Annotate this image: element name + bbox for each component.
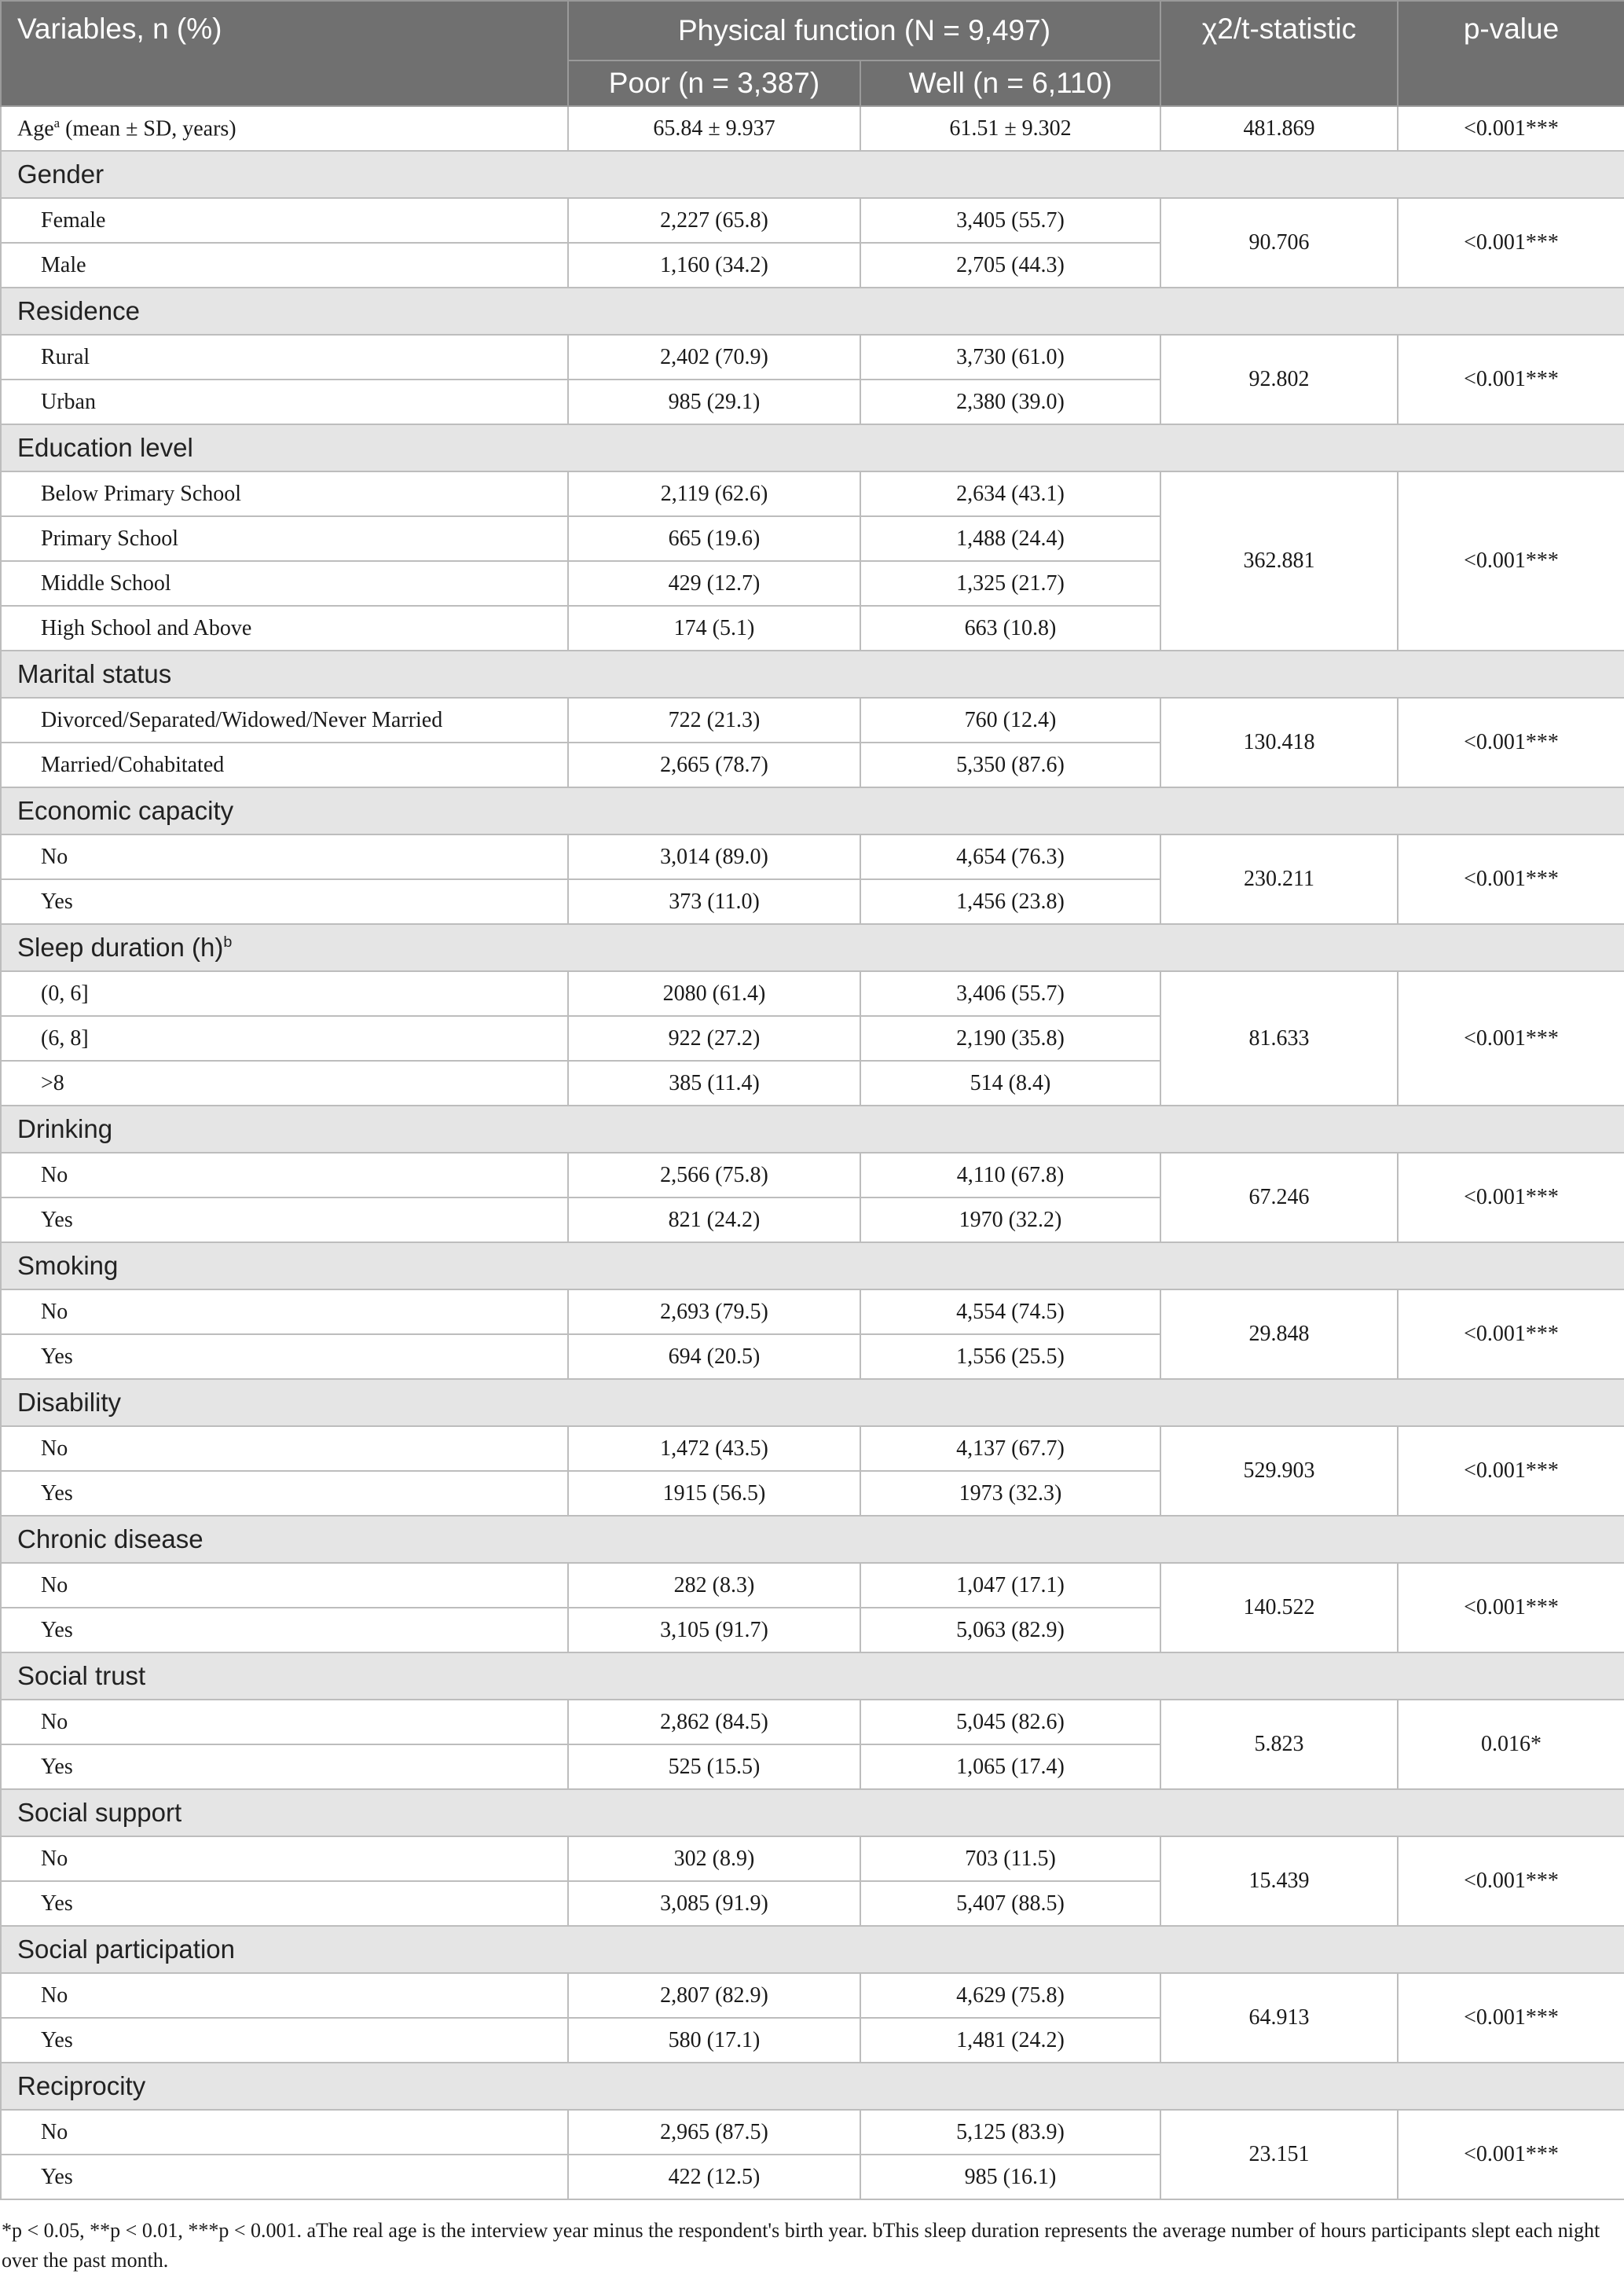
cell-p: <0.001*** xyxy=(1398,971,1624,1106)
cell-poor: 821 (24.2) xyxy=(568,1198,860,1242)
cell-well: 4,554 (74.5) xyxy=(860,1289,1160,1334)
cell-well: 2,380 (39.0) xyxy=(860,380,1160,424)
cell-label: Middle School xyxy=(1,561,568,606)
cell-poor: 2,119 (62.6) xyxy=(568,471,860,516)
cell-label: Yes xyxy=(1,1608,568,1652)
cell-well: 2,705 (44.3) xyxy=(860,243,1160,288)
cell-well: 703 (11.5) xyxy=(860,1836,1160,1881)
cell-p: <0.001*** xyxy=(1398,1563,1624,1652)
cell-label: Yes xyxy=(1,1198,568,1242)
cell-stat: 5.823 xyxy=(1160,1700,1398,1789)
cell-label: Urban xyxy=(1,380,568,424)
section-title: Chronic disease xyxy=(1,1516,1624,1563)
cell-label: Female xyxy=(1,198,568,243)
cell-well: 760 (12.4) xyxy=(860,698,1160,743)
cell-stat: 90.706 xyxy=(1160,198,1398,288)
cell-p: <0.001*** xyxy=(1398,834,1624,924)
cell-well: 1,556 (25.5) xyxy=(860,1334,1160,1379)
header-poor: Poor (n = 3,387) xyxy=(568,61,860,106)
cell-p: <0.001*** xyxy=(1398,1973,1624,2063)
cell-poor: 2,566 (75.8) xyxy=(568,1153,860,1198)
cell-well: 1,488 (24.4) xyxy=(860,516,1160,561)
header-statistic: χ2/t-statistic xyxy=(1160,1,1398,106)
cell-p: <0.001*** xyxy=(1398,471,1624,651)
cell-label: Below Primary School xyxy=(1,471,568,516)
table-row xyxy=(1,198,1624,243)
cell-poor: 429 (12.7) xyxy=(568,561,860,606)
cell-poor: 2,665 (78.7) xyxy=(568,743,860,787)
cell-label: Yes xyxy=(1,1744,568,1789)
section-header xyxy=(1,424,1624,471)
cell-poor: 302 (8.9) xyxy=(568,1836,860,1881)
cell-poor: 2080 (61.4) xyxy=(568,971,860,1016)
section-header xyxy=(1,1789,1624,1836)
section-title: Sleep duration $(h)^b$ xyxy=(1,924,1624,971)
section-title: Gender xyxy=(1,151,1624,198)
section-header xyxy=(1,1652,1624,1700)
cell-well: 5,125 (83.9) xyxy=(860,2110,1160,2155)
cell-well: 1,481 (24.2) xyxy=(860,2018,1160,2063)
section-title: Social support xyxy=(1,1789,1624,1836)
table-row xyxy=(1,834,1624,879)
cell-p: <0.001*** xyxy=(1398,335,1624,424)
cell-poor: 580 (17.1) xyxy=(568,2018,860,2063)
section-title: Disability xyxy=(1,1379,1624,1426)
cell-stat: 230.211 xyxy=(1160,834,1398,924)
cell-poor: 282 (8.3) xyxy=(568,1563,860,1608)
cell-label: No xyxy=(1,1289,568,1334)
cell-well: 5,407 (88.5) xyxy=(860,1881,1160,1926)
cell-poor: 2,402 (70.9) xyxy=(568,335,860,380)
cell-label: (6, 8] xyxy=(1,1016,568,1061)
cell-stat: 29.848 xyxy=(1160,1289,1398,1379)
cell-p: <0.001*** xyxy=(1398,1153,1624,1242)
cell-label: Yes xyxy=(1,2018,568,2063)
cell-stat: 15.439 xyxy=(1160,1836,1398,1926)
cell-well: 985 (16.1) xyxy=(860,2155,1160,2199)
header-variables: Variables, n (%) xyxy=(1,1,568,106)
cell-well: 663 (10.8) xyxy=(860,606,1160,651)
table-row xyxy=(1,1973,1624,2018)
cell-poor: 3,014 (89.0) xyxy=(568,834,860,879)
cell-label: Male xyxy=(1,243,568,288)
cell-poor: 174 (5.1) xyxy=(568,606,860,651)
section-header xyxy=(1,288,1624,335)
age-poor: 65.84 ± 9.937 xyxy=(568,106,860,151)
table-row xyxy=(1,971,1624,1016)
cell-poor: 985 (29.1) xyxy=(568,380,860,424)
cell-stat: 81.633 xyxy=(1160,971,1398,1106)
age-row xyxy=(1,106,1624,151)
cell-label: Rural xyxy=(1,335,568,380)
cell-label: No xyxy=(1,1700,568,1744)
section-title: Education level xyxy=(1,424,1624,471)
cell-poor: 2,862 (84.5) xyxy=(568,1700,860,1744)
cell-well: 4,629 (75.8) xyxy=(860,1973,1160,2018)
cell-stat: 64.913 xyxy=(1160,1973,1398,2063)
section-title: Reciprocity xyxy=(1,2063,1624,2110)
cell-well: 4,110 (67.8) xyxy=(860,1153,1160,1198)
cell-label: Yes xyxy=(1,1471,568,1516)
table-footnote: *p < 0.05, **p < 0.01, ***p < 0.001. aThe real age is the interview year minus the respondent's birth year. bThis sleep duration represents the average number of hours participants slept each night over the past month. xyxy=(2,2219,1600,2272)
cell-poor: 722 (21.3) xyxy=(568,698,860,743)
cell-p: <0.001*** xyxy=(1398,1289,1624,1379)
cell-stat: 130.418 xyxy=(1160,698,1398,787)
cell-poor: 525 (15.5) xyxy=(568,1744,860,1789)
cell-poor: 2,693 (79.5) xyxy=(568,1289,860,1334)
cell-label: High School and Above xyxy=(1,606,568,651)
table-row xyxy=(1,1289,1624,1334)
section-header xyxy=(1,924,1624,971)
age-label: Age$^a$ (mean ± SD, years) xyxy=(1,106,568,151)
cell-label: Divorced/Separated/Widowed/Never Married xyxy=(1,698,568,743)
cell-poor: 3,085 (91.9) xyxy=(568,1881,860,1926)
cell-well: 2,190 (35.8) xyxy=(860,1016,1160,1061)
cell-well: 2,634 (43.1) xyxy=(860,471,1160,516)
cell-label: Yes xyxy=(1,879,568,924)
header-well: Well (n = 6,110) xyxy=(860,61,1160,106)
table-row xyxy=(1,1700,1624,1744)
cell-well: 1973 (32.3) xyxy=(860,1471,1160,1516)
cell-poor: 1915 (56.5) xyxy=(568,1471,860,1516)
table-body xyxy=(1,106,1624,2199)
section-title: Social trust xyxy=(1,1652,1624,1700)
section-title: Drinking xyxy=(1,1106,1624,1153)
cell-well: 3,406 (55.7) xyxy=(860,971,1160,1016)
table-row xyxy=(1,1836,1624,1881)
section-header xyxy=(1,1516,1624,1563)
table-row xyxy=(1,1563,1624,1608)
cell-poor: 694 (20.5) xyxy=(568,1334,860,1379)
section-header xyxy=(1,151,1624,198)
cell-poor: 373 (11.0) xyxy=(568,879,860,924)
section-title: Residence xyxy=(1,288,1624,335)
cell-well: 1,065 (17.4) xyxy=(860,1744,1160,1789)
section-header xyxy=(1,1379,1624,1426)
cell-well: 5,350 (87.6) xyxy=(860,743,1160,787)
cell-poor: 2,965 (87.5) xyxy=(568,2110,860,2155)
age-stat: 481.869 xyxy=(1160,106,1398,151)
cell-stat: 23.151 xyxy=(1160,2110,1398,2199)
cell-p: <0.001*** xyxy=(1398,1426,1624,1516)
cell-poor: 922 (27.2) xyxy=(568,1016,860,1061)
cell-p: <0.001*** xyxy=(1398,2110,1624,2199)
section-header xyxy=(1,651,1624,698)
table-row xyxy=(1,1153,1624,1198)
cell-well: 3,730 (61.0) xyxy=(860,335,1160,380)
cell-label: Yes xyxy=(1,2155,568,2199)
section-header xyxy=(1,1926,1624,1973)
cell-stat: 529.903 xyxy=(1160,1426,1398,1516)
section-header xyxy=(1,2063,1624,2110)
cell-label: >8 xyxy=(1,1061,568,1106)
cell-p: <0.001*** xyxy=(1398,198,1624,288)
cell-poor: 385 (11.4) xyxy=(568,1061,860,1106)
section-title: Social participation xyxy=(1,1926,1624,1973)
cell-p: 0.016* xyxy=(1398,1700,1624,1789)
cell-label: (0, 6] xyxy=(1,971,568,1016)
section-header xyxy=(1,787,1624,834)
cell-label: No xyxy=(1,834,568,879)
cell-label: Primary School xyxy=(1,516,568,561)
cell-poor: 2,807 (82.9) xyxy=(568,1973,860,2018)
cell-well: 1,325 (21.7) xyxy=(860,561,1160,606)
age-well: 61.51 ± 9.302 xyxy=(860,106,1160,151)
section-header xyxy=(1,1242,1624,1289)
cell-well: 5,063 (82.9) xyxy=(860,1608,1160,1652)
cell-stat: 67.246 xyxy=(1160,1153,1398,1242)
table-row xyxy=(1,2110,1624,2155)
cell-well: 4,137 (67.7) xyxy=(860,1426,1160,1471)
cell-well: 4,654 (76.3) xyxy=(860,834,1160,879)
cell-stat: 140.522 xyxy=(1160,1563,1398,1652)
cell-p: <0.001*** xyxy=(1398,698,1624,787)
cell-label: No xyxy=(1,1426,568,1471)
section-title: Smoking xyxy=(1,1242,1624,1289)
cell-label: Married/Cohabitated xyxy=(1,743,568,787)
header-physical-function: Physical function (N = 9,497) xyxy=(568,1,1160,61)
cell-label: No xyxy=(1,1836,568,1881)
cell-poor: 3,105 (91.7) xyxy=(568,1608,860,1652)
cell-label: No xyxy=(1,1563,568,1608)
table-row xyxy=(1,698,1624,743)
table-row xyxy=(1,1426,1624,1471)
cell-well: 1,456 (23.8) xyxy=(860,879,1160,924)
cell-well: 3,405 (55.7) xyxy=(860,198,1160,243)
section-title: Economic capacity xyxy=(1,787,1624,834)
header-p-value: p-value xyxy=(1398,1,1624,106)
cell-well: 5,045 (82.6) xyxy=(860,1700,1160,1744)
cell-poor: 1,160 (34.2) xyxy=(568,243,860,288)
cell-poor: 1,472 (43.5) xyxy=(568,1426,860,1471)
cell-label: Yes xyxy=(1,1334,568,1379)
cell-stat: 92.802 xyxy=(1160,335,1398,424)
cell-well: 1970 (32.2) xyxy=(860,1198,1160,1242)
cell-poor: 2,227 (65.8) xyxy=(568,198,860,243)
cell-poor: 665 (19.6) xyxy=(568,516,860,561)
table-row xyxy=(1,335,1624,380)
cell-poor: 422 (12.5) xyxy=(568,2155,860,2199)
age-p: <0.001*** xyxy=(1398,106,1624,151)
table-row xyxy=(1,471,1624,516)
cell-label: No xyxy=(1,1153,568,1198)
cell-label: No xyxy=(1,2110,568,2155)
cell-label: No xyxy=(1,1973,568,2018)
section-title: Marital status xyxy=(1,651,1624,698)
cell-p: <0.001*** xyxy=(1398,1836,1624,1926)
cell-label: Yes xyxy=(1,1881,568,1926)
cell-stat: 362.881 xyxy=(1160,471,1398,651)
section-header xyxy=(1,1106,1624,1153)
cell-well: 514 (8.4) xyxy=(860,1061,1160,1106)
cell-well: 1,047 (17.1) xyxy=(860,1563,1160,1608)
